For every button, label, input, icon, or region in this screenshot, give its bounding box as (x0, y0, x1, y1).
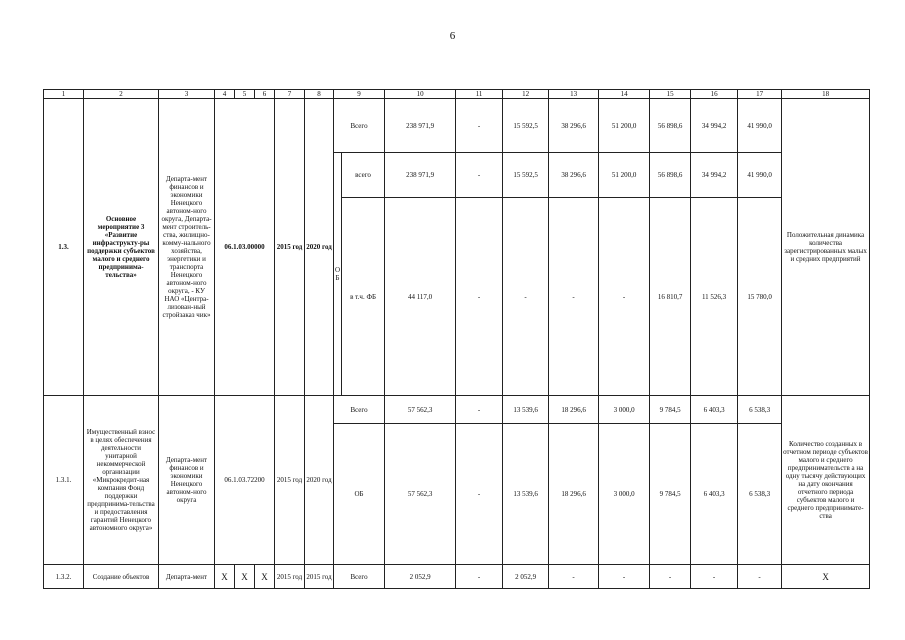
table-row (44, 565, 870, 589)
amount-cell: 56 898,6 (650, 153, 691, 198)
funding-source: в т.ч. ФБ (342, 198, 385, 396)
column-header: 18 (782, 90, 870, 99)
amount-cell: - (456, 424, 503, 565)
start-year: 2015 год (275, 565, 305, 589)
column-header: 14 (599, 90, 650, 99)
amount-cell: 2 052,9 (503, 565, 549, 589)
executor: Департа-мент финансов и экономики Ненецкого автоном-ного округа (159, 396, 215, 565)
budget-code: 06.1.03.00000 (215, 99, 275, 396)
activity-name: Основное мероприятие 3 «Развитие инфраструкту-ры поддержки субъектов малого и среднего предпринима-тельства» (84, 99, 159, 396)
amount-cell: 51 200,0 (599, 153, 650, 198)
amount-cell: 238 971,9 (385, 153, 456, 198)
executor: Департа-мент (159, 565, 215, 589)
amount-cell: 3 000,0 (599, 396, 650, 424)
column-header: 3 (159, 90, 215, 99)
amount-cell: 16 810,7 (650, 198, 691, 396)
program-activities-table (43, 89, 870, 589)
amount-cell: 41 990,0 (738, 153, 782, 198)
funding-source: Всего (334, 99, 385, 153)
page-number: 6 (449, 30, 456, 42)
funding-source: Всего (334, 565, 385, 589)
column-header: 16 (691, 90, 738, 99)
amount-cell: 13 539,6 (503, 424, 549, 565)
amount-cell: - (650, 565, 691, 589)
amount-cell: - (503, 198, 549, 396)
amount-cell: 3 000,0 (599, 424, 650, 565)
budget-code: 06.1.03.72200 (215, 396, 275, 565)
amount-cell: 15 592,5 (503, 99, 549, 153)
indicator: Положительная динамика количества зарегистрированных малых и средних предприятий (782, 99, 870, 396)
column-header: 8 (305, 90, 334, 99)
amount-cell: - (456, 565, 503, 589)
amount-cell: 44 117,0 (385, 198, 456, 396)
amount-cell: - (738, 565, 782, 589)
executor: Департа-мент финансов и экономики Ненецкого автоном-ного округа, Департа-мент строитель-ства, жилищно-комму-нального хозяйства, энергетики и транспорта Ненецкого автоном-ного округа, - КУ НАО «Центра-лизован-ный стройзаказ чик» (159, 99, 215, 396)
column-5-cell: X (235, 565, 255, 589)
ob-label: О Б (334, 153, 342, 396)
funding-source: всего (342, 153, 385, 198)
amount-cell: 18 296,6 (549, 396, 599, 424)
amount-cell: 238 971,9 (385, 99, 456, 153)
column-header: 15 (650, 90, 691, 99)
amount-cell: 34 994,2 (691, 153, 738, 198)
column-header: 7 (275, 90, 305, 99)
amount-cell: - (456, 99, 503, 153)
amount-cell: 57 562,3 (385, 396, 456, 424)
amount-cell: - (456, 396, 503, 424)
amount-cell: 38 296,6 (549, 99, 599, 153)
amount-cell: 15 780,0 (738, 198, 782, 396)
amount-cell: 11 526,3 (691, 198, 738, 396)
amount-cell: 18 296,6 (549, 424, 599, 565)
column-header: 2 (84, 90, 159, 99)
amount-cell: - (456, 198, 503, 396)
funding-source: Всего (334, 396, 385, 424)
activity-name: Имущественный взнос в целях обеспечения деятельности унитарной некоммерческой организации «Микрокредит-ная компания Фонд поддержки предпринима-тельства и предоставления гарантий Ненецкого автономного округа» (84, 396, 159, 565)
column-header: 13 (549, 90, 599, 99)
end-year: 2020 год (305, 396, 334, 565)
funding-source: ОБ (334, 424, 385, 565)
column-header: 9 (334, 90, 385, 99)
amount-cell: 34 994,2 (691, 99, 738, 153)
start-year: 2015 год (275, 396, 305, 565)
column-6-cell: X (255, 565, 275, 589)
amount-cell: 9 784,5 (650, 396, 691, 424)
amount-cell: 56 898,6 (650, 99, 691, 153)
indicator: X (782, 565, 870, 589)
column-header: 5 (235, 90, 255, 99)
amount-cell: 9 784,5 (650, 424, 691, 565)
amount-cell: 41 990,0 (738, 99, 782, 153)
column-header: 4 (215, 90, 235, 99)
start-year: 2015 год (275, 99, 305, 396)
row-number: 1.3.2. (44, 565, 84, 589)
amount-cell: - (599, 565, 650, 589)
end-year: 2015 год (305, 565, 334, 589)
amount-cell: 51 200,0 (599, 99, 650, 153)
amount-cell: 38 296,6 (549, 153, 599, 198)
column-4-cell: X (215, 565, 235, 589)
amount-cell: 57 562,3 (385, 424, 456, 565)
amount-cell: - (599, 198, 650, 396)
column-header: 10 (385, 90, 456, 99)
column-header: 12 (503, 90, 549, 99)
amount-cell: - (549, 198, 599, 396)
table-row (44, 99, 870, 153)
column-header: 1 (44, 90, 84, 99)
column-header: 6 (255, 90, 275, 99)
amount-cell: 6 538,3 (738, 396, 782, 424)
end-year: 2020 год (305, 99, 334, 396)
row-number: 1.3. (44, 99, 84, 396)
amount-cell: - (456, 153, 503, 198)
amount-cell: 13 539,6 (503, 396, 549, 424)
row-number: 1.3.1. (44, 396, 84, 565)
indicator: Количество созданных в отчетном периоде субъектов малого и среднего предпринимательств а на одну тысячу действующих на дату окончания отчетного периода субъектов малого и среднего предпринимате-ства (782, 396, 870, 565)
amount-cell: 6 538,3 (738, 424, 782, 565)
amount-cell: - (549, 565, 599, 589)
table-row (44, 396, 870, 424)
amount-cell: 2 052,9 (385, 565, 456, 589)
column-number-row (44, 90, 870, 99)
column-header: 17 (738, 90, 782, 99)
amount-cell: 6 403,3 (691, 424, 738, 565)
amount-cell: - (691, 565, 738, 589)
amount-cell: 15 592,5 (503, 153, 549, 198)
amount-cell: 6 403,3 (691, 396, 738, 424)
column-header: 11 (456, 90, 503, 99)
activity-name: Создание объектов (84, 565, 159, 589)
